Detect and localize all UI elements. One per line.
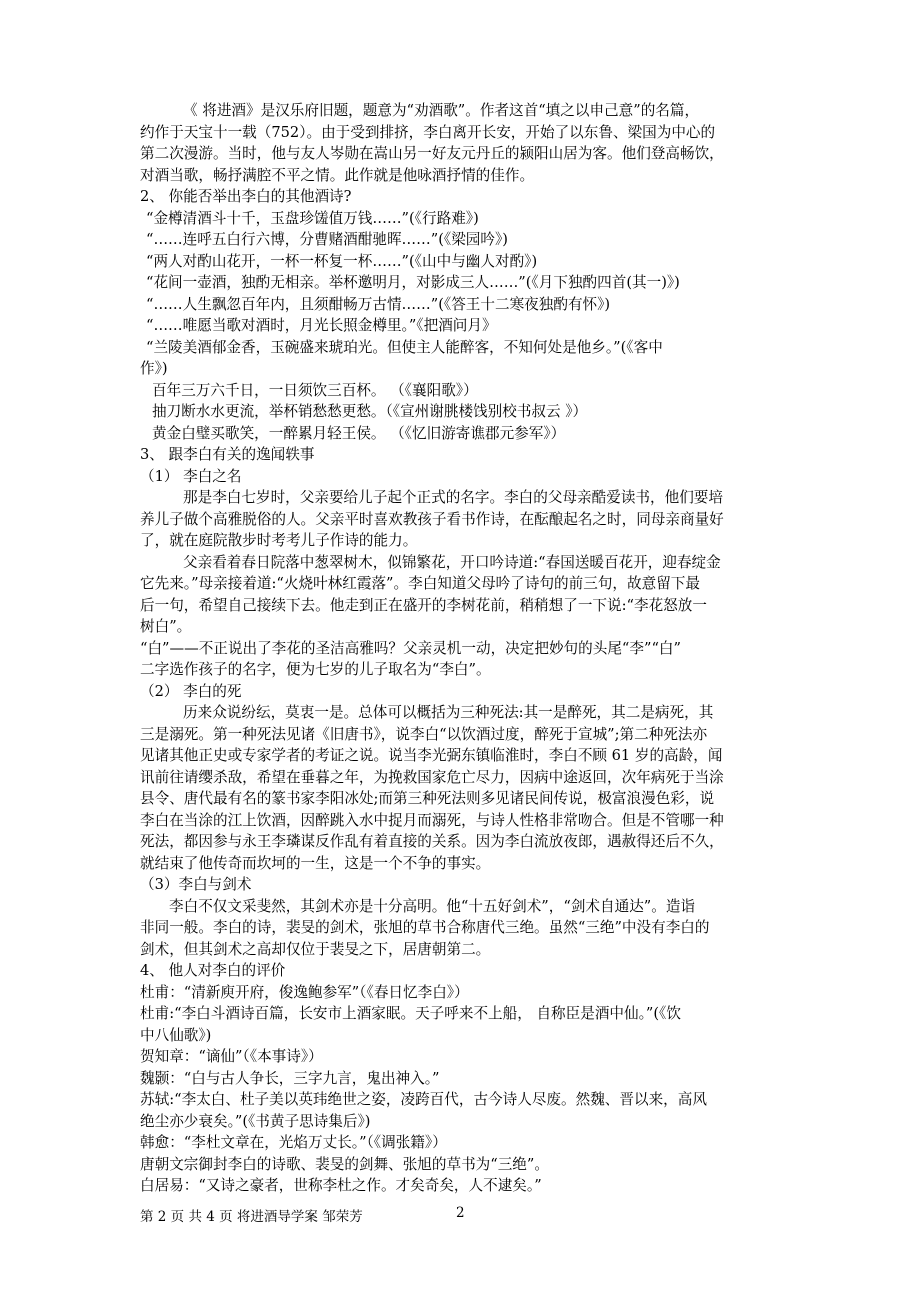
paragraph-line: 李白不仅文采斐然，其剑术亦是十分高明。他“十五好剑术”，“剑术自通达”。造诣 bbox=[169, 897, 696, 915]
subsection-title: （1） 李白之名 bbox=[140, 467, 242, 485]
wine-poem-quote: “花间一壶酒，独酌无相亲。举杯邀明月，对影成三人……”(《月下独酌四首(其一)》) bbox=[146, 274, 680, 291]
paragraph-line: 非同一般。李白的诗，裴旻的剑术，张旭的草书合称唐代三绝。虽然“三绝”中没有李白的 bbox=[140, 919, 710, 936]
evaluation-line: 魏颢：“白与古人争长，三字九言，鬼出神入。” bbox=[140, 1069, 440, 1087]
evaluation-line: 绝尘亦少衰矣。”(《书黄子思诗集后》) bbox=[140, 1112, 371, 1130]
paragraph-line: 李白在当涂的江上饮酒，因醉跳入水中捉月而溺死，与诗人性格非常吻合。但是不管哪一种 bbox=[140, 811, 724, 829]
paragraph-line: 死法，都因参与永王李璘谋反作乱有着直接的关系。因为李白流放夜郎，遇赦得还后不久， bbox=[140, 833, 724, 850]
evaluation-line: 白居易：“又诗之豪者，世称李杜之作。才矣奇矣，人不逮矣。” bbox=[140, 1177, 542, 1194]
paragraph-line: 剑术，但其剑术之高却仅位于裴旻之下，居唐朝第二。 bbox=[140, 940, 491, 958]
paragraph-line: 树白”。 bbox=[140, 618, 192, 635]
section-2-heading: 2、 你能否举出李白的其他酒诗? bbox=[140, 188, 352, 205]
section-4-heading: 4、 他人对李白的评价 bbox=[140, 962, 286, 979]
paragraph-line: “白”——不正说出了李花的圣洁高雅吗？父亲灵机一动，决定把妙句的头尾“李”“白” bbox=[140, 639, 681, 657]
wine-poem-verse: 抽刀断水水更流，举杯销愁愁更愁。（《宣州谢朓楼饯别校书叔云 》） bbox=[152, 403, 588, 420]
evaluation-line: 中八仙歌》) bbox=[140, 1026, 212, 1044]
paragraph-line: 它先来。”母亲接着道:“火烧叶林红霞落”。李白知道父母吟了诗句的前三句，故意留下最 bbox=[140, 575, 700, 592]
intro-line: 约作于天宝十一载（752）。由于受到排挤，李白离开长安，开始了以东鲁、梁国为中心的 bbox=[140, 123, 716, 141]
evaluation-line: 贺知章：“谪仙”（《本事诗》） bbox=[140, 1048, 323, 1065]
subsection-title: （2） 李白的死 bbox=[140, 682, 242, 700]
paragraph-line: 后一句，希望自己接续下去。他走到正在盛开的李树花前，稍稍想了一下说:“李花怒放一 bbox=[140, 596, 707, 614]
paragraph-line: 就结束了他传奇而坎坷的一生，这是一个不争的事实。 bbox=[140, 854, 491, 872]
paragraph-line: 历来众说纷纭，莫衷一是。总体可以概括为三种死法:其一是醉死，其二是病死，其 bbox=[183, 704, 714, 721]
evaluation-line: 韩愈：“李杜文章在，光焰万丈长。”（《调张籍》） bbox=[140, 1134, 447, 1151]
wine-poem-quote: “……连呼五白行六博，分曹赌酒酣驰晖……”(《梁园吟》) bbox=[146, 231, 508, 248]
section-3-heading: 3、 跟李白有关的逸闻轶事 bbox=[140, 446, 315, 463]
wine-poem-quote: “两人对酌山花开，一杯一杯复一杯……”(《山中与幽人对酌》) bbox=[146, 252, 538, 270]
wine-poem-verse: 黄金白璧买歌笑，一醉累月轻王侯。 （《忆旧游寄谯郡元参军》） bbox=[152, 424, 566, 442]
document-body bbox=[140, 100, 788, 1197]
paragraph-line: 二字选作孩子的名字，便为七岁的儿子取名为“李白”。 bbox=[140, 661, 491, 678]
paragraph-line: 讯前往请缨杀敌，希望在垂暮之年，为挽救国家危亡尽力，因病中途返回，次年病死于当涂 bbox=[140, 768, 724, 786]
evaluation-line: 杜甫：“清新庾开府，俊逸鲍参军”（《春日忆李白》） bbox=[140, 983, 469, 1001]
wine-poem-verse: 百年三万六千日，一日须饮三百杯。 （《襄阳歌》） bbox=[152, 381, 478, 399]
page-number: 2 bbox=[456, 1205, 465, 1221]
footer-text: 第 2 页 共 4 页 将进酒导学案 邹荣芳 bbox=[140, 1209, 363, 1225]
wine-poem-quote: “兰陵美酒郁金香，玉碗盛来琥珀光。但使主人能醉客，不知何处是他乡。”(《客中 bbox=[146, 338, 663, 356]
paragraph-line: 三是溺死。第一种死法见诸《旧唐书》，说李白“以饮酒过度，醉死于宣城”;第二种死法亦 bbox=[140, 725, 708, 743]
paragraph-line: 父亲看着春日院落中葱翠树木，似锦繁花，开口吟诗道:“春国送暖百花开，迎春绽金 bbox=[183, 553, 721, 571]
paragraph-line: 了，就在庭院散步时考考儿子作诗的能力。 bbox=[140, 532, 418, 549]
evaluation-line: 苏轼:“李太白、杜子美以英玮绝世之姿，凌跨百代，古今诗人尽废。然魏、晋以来，高风 bbox=[140, 1091, 707, 1108]
paragraph-line: 见诸其他正史或专家学者的考证之说。说当李光弼东镇临淮时，李白不顾 61 岁的高龄，闻 bbox=[140, 747, 723, 764]
intro-line: 《 将进酒》是汉乐府旧题，题意为“劝酒歌”。作者这首“填之以申己意”的名篇， bbox=[183, 102, 700, 119]
paragraph-line: 那是李白七岁时，父亲要给儿子起个正式的名字。李白的父母亲酷爱读书，他们要培 bbox=[183, 489, 723, 506]
wine-poem-quote: “金樽清酒斗十千，玉盘珍馐值万钱……”(《行路难》) bbox=[146, 209, 479, 227]
evaluation-line: 杜甫:“李白斗酒诗百篇，长安市上酒家眠。天子呼来不上船， 自称臣是酒中仙。”(《饮 bbox=[140, 1005, 681, 1022]
intro-line: 对酒当歌，畅抒满腔不平之情。此作就是他咏酒抒情的佳作。 bbox=[140, 166, 535, 184]
page-footer bbox=[140, 1205, 465, 1225]
evaluation-line: 唐朝文宗御封李白的诗歌、裴旻的剑舞、张旭的草书为“三绝”。 bbox=[140, 1155, 549, 1173]
paragraph-line: 县令、唐代最有名的篆书家李阳冰处;而第三种死法则多见诸民间传说，极富浪漫色彩，说 bbox=[140, 790, 715, 807]
subsection-title: （3）李白与剑术 bbox=[140, 876, 252, 893]
wine-poem-quote: “……人生飘忽百年内，且须酣畅万古情……”(《答王十二寒夜独酌有怀》) bbox=[146, 295, 611, 313]
wine-poem-quote: “……唯愿当歌对酒时，月光长照金樽里。”《把酒问月》 bbox=[146, 317, 497, 334]
wine-poem-quote: 作》) bbox=[140, 360, 168, 377]
paragraph-line: 养儿子做个高雅脱俗的人。父亲平时喜欢教孩子看书作诗，在酝酿起名之时，同母亲商量好 bbox=[140, 510, 724, 528]
intro-line: 第二次漫游。当时，他与友人岑勋在嵩山另一好友元丹丘的颍阳山居为客。他们登高畅饮， bbox=[140, 145, 724, 162]
